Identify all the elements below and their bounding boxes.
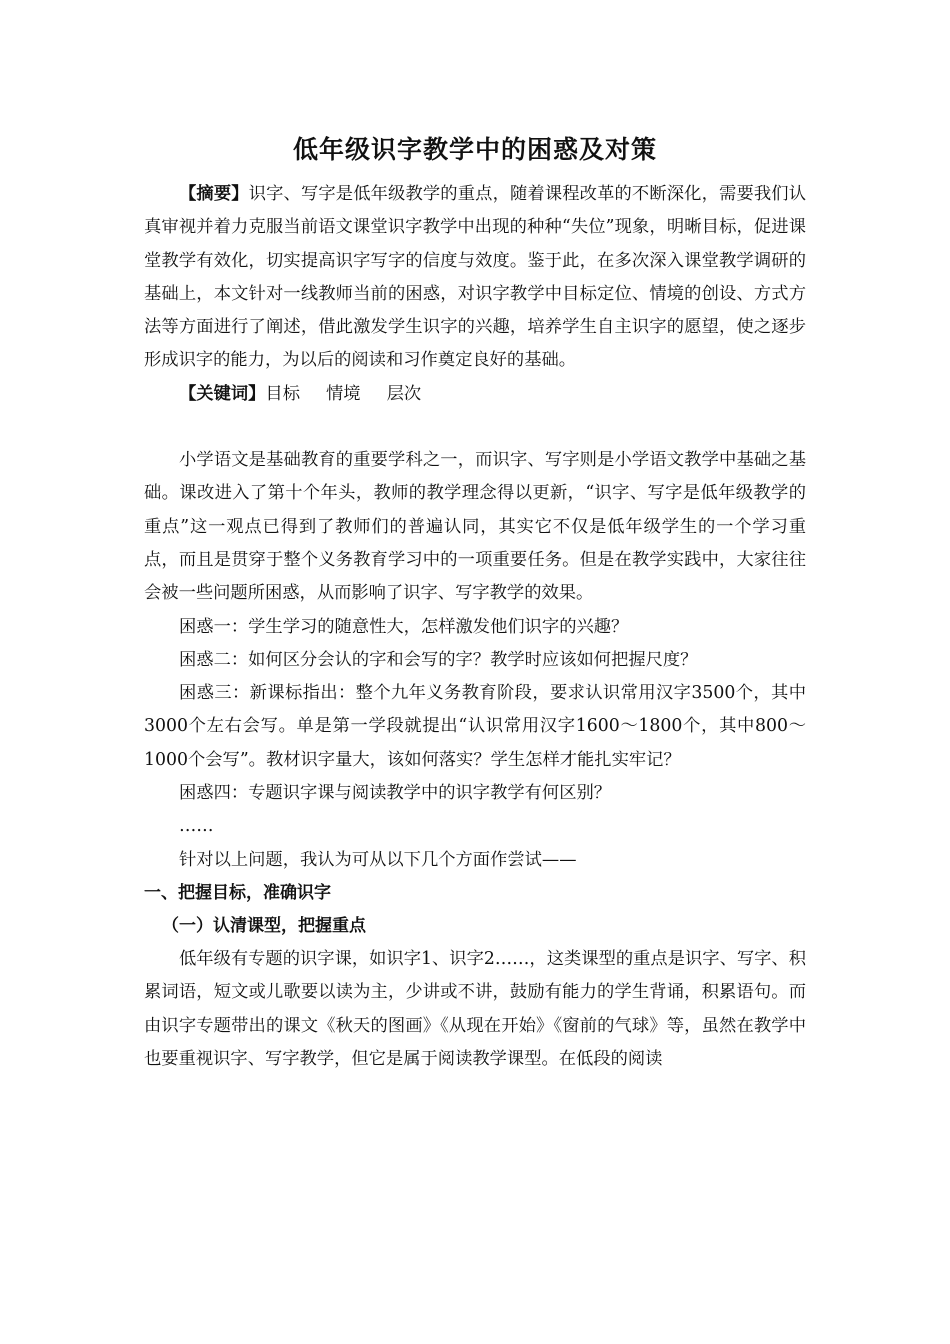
ellipsis-line: …… (179, 816, 214, 837)
intro-paragraph: 小学语文是基础教育的重要学科之一，而识字、写字则是小学语文教学中基础之基础。课改进入了第十个年头，教师的教学理念得以更新，“识字、写字是低年级教学的重点”这一观点已得到了教师们的普遍认同，其实它不仅是低年级学生的一个学习重点，而且是贯穿于整个义务教育学习中的一项重要任务。但是在教学实践中，大家往往会被一些问题所困惑，从而影响了识字、写字教学的效果。 (144, 450, 806, 604)
section-heading: 一、把握目标，准确识字 (144, 882, 331, 903)
puzzle-paragraph: 困惑二：如何区分会认的字和会写的字？教学时应该如何把握尺度？ (179, 649, 698, 670)
puzzle-paragraph: 困惑一：学生学习的随意性大，怎样激发他们识字的兴趣？ (179, 616, 629, 637)
transition-paragraph: 针对以上问题，我认为可从以下几个方面作尝试—— (179, 849, 577, 870)
spacer (144, 411, 806, 444)
puzzle-paragraph: 困惑四：专题识字课与阅读教学中的识字教学有何区别？ (179, 783, 612, 804)
keywords-label: 【关键词】 (179, 383, 266, 404)
keyword-item: 层次 (386, 383, 422, 404)
abstract-paragraph (144, 178, 806, 378)
body-paragraph: 低年级有专题的识字课，如识字1、识字2……，这类课型的重点是识字、写字、积累词语，短文或儿歌要以读为主，少讲或不讲，鼓励有能力的学生背诵，积累语句。而由识字专题带出的课文《秋天的图画》《从现在开始》《窗前的气球》等，虽然在教学中也要重视识字、写字教学，但它是属于阅读教学课型。在低段的阅读 (144, 948, 806, 1069)
keyword-item: 情境 (326, 383, 361, 404)
subsection-heading: （一）认清课型，把握重点 (162, 915, 366, 936)
keywords-paragraph (144, 378, 806, 411)
document-title: 低年级识字教学中的困惑及对策 (292, 135, 657, 164)
document-content (144, 128, 806, 1076)
abstract-text: 识字、写字是低年级教学的重点，随着课程改革的不断深化，需要我们认真审视并着力克服当前语文课堂识字教学中出现的种种“失位”现象，明晰目标，促进课堂教学有效化，切实提高识字写字的信度与效度。鉴于此，在多次深入课堂教学调研的基础上，本文针对一线教师当前的困惑，对识字教学中目标定位、情境的创设、方式方法等方面进行了阐述，借此激发学生识字的兴趣，培养学生自主识字的愿望，使之逐步形成识字的能力，为以后的阅读和习作奠定良好的基础。 (144, 184, 806, 371)
abstract-label: 【摘要】 (179, 184, 249, 204)
puzzle-paragraph: 困惑三：新课标指出：整个九年义务教育阶段，要求认识常用汉字3500个，其中3000个左右会写。单是第一学段就提出“认识常用汉字1600～1800个，其中800～1000个会写”。教材识字量大，该如何落实？学生怎样才能扎实牢记？ (144, 683, 806, 770)
keyword-item: 目标 (265, 383, 300, 404)
